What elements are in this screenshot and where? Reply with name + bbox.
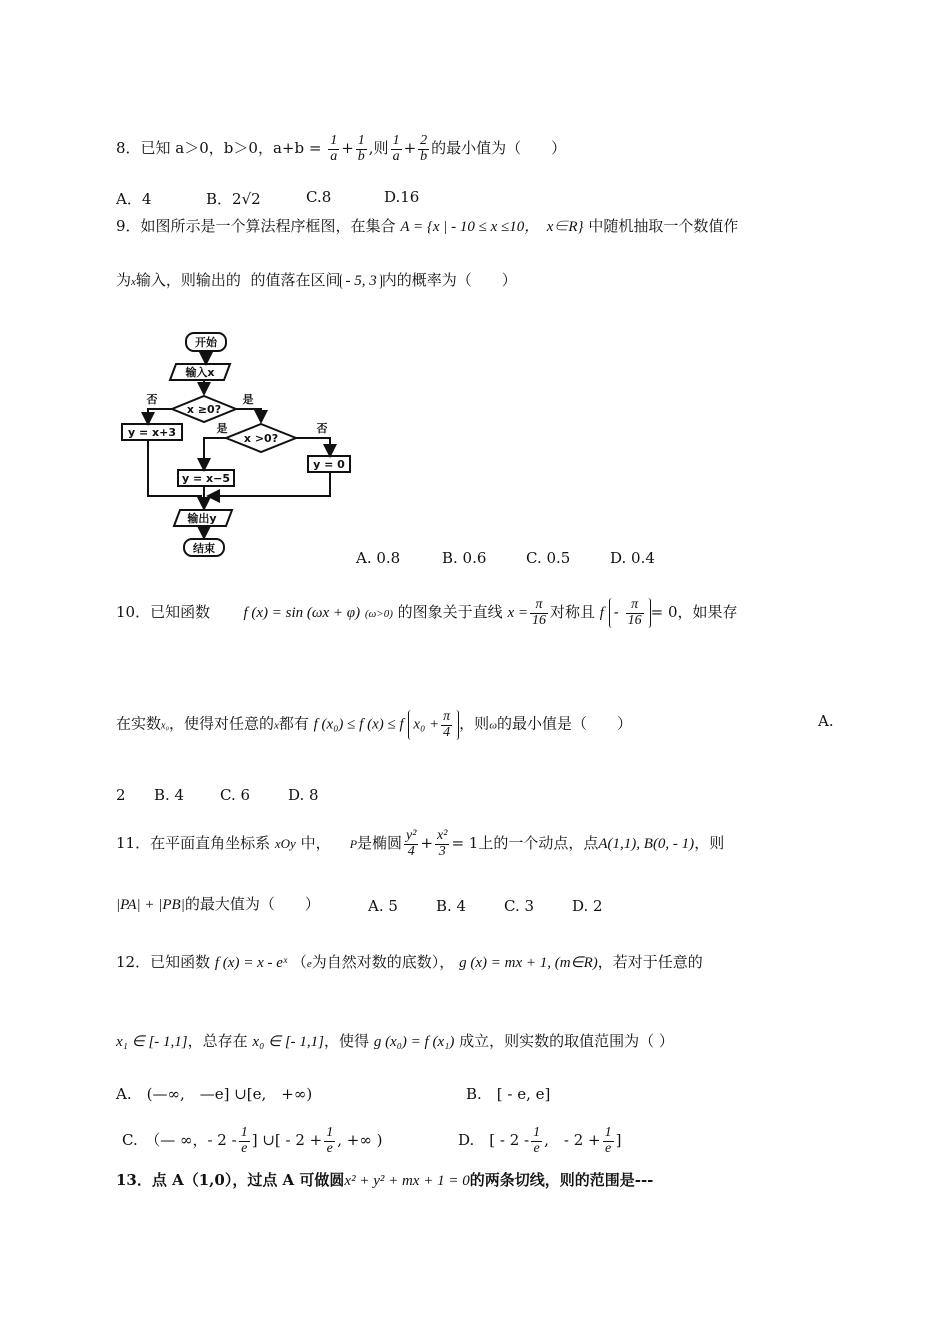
question-11-line2 xyxy=(116,897,320,913)
question-10-line1 xyxy=(116,598,738,628)
q9-interval: - 5, 3 xyxy=(340,274,381,289)
q12-gx: g (x) = mx + 1, (m∈R) xyxy=(459,955,598,971)
q10-paren: - $\frac{\pi}{16}$ xyxy=(609,598,651,628)
q11-eq1: = 1 xyxy=(451,834,479,853)
question-12-line2 xyxy=(116,1034,674,1050)
q9-text-f: 内的概率为（ ） xyxy=(381,271,517,289)
q9-text-d: 输入，则输出的 xyxy=(135,271,241,289)
question-10-line2 xyxy=(116,710,632,740)
q10-paren2: x₀ + $\frac{\pi}{4}$ xyxy=(408,710,459,740)
q11-option-d: D. 2 xyxy=(572,897,603,915)
q12-option-a: A. (—∞, —e] ∪[e, +∞) xyxy=(116,1085,313,1103)
flow-start-label: 开始 xyxy=(195,336,217,349)
q9-option-a: A. 0.8 xyxy=(356,549,401,567)
q10-omega: ω xyxy=(489,719,497,732)
q11-p: P xyxy=(349,837,358,852)
q8-frac4: $\frac{2}{b}$ xyxy=(420,133,428,164)
q10-text-e: 在实数 xyxy=(116,714,162,733)
q10-cond: (ω>0) xyxy=(364,608,393,621)
flow-mid-box-label: y = x−5 xyxy=(181,472,231,485)
q10-x: x xyxy=(273,719,279,732)
q9-set: A = {x | - 10 ≤ x ≤10， x∈R} xyxy=(400,219,584,235)
q9-text-b: 中随机抽取一个数值作 xyxy=(588,217,739,235)
q10-text-g: 都有 xyxy=(278,714,309,733)
q12-text-c: 为自然对数的底数）， xyxy=(311,953,455,971)
q8-suffix: 的最小值为（ ） xyxy=(431,139,567,158)
q10-x0: x₀ xyxy=(161,720,169,732)
question-12-line1 xyxy=(116,955,703,971)
flow-zero-box-label: y = 0 xyxy=(313,458,345,471)
q10-text-i: 的最小值是（ ） xyxy=(496,714,632,733)
q10-text-h: ，则 xyxy=(459,714,490,733)
q9-text-a: 9．如图所示是一个算法程序框图，在集合 xyxy=(116,217,396,235)
q10-xeq: x = xyxy=(507,605,528,622)
q10-option-d: D. 8 xyxy=(288,786,319,804)
q10-eq0: = 0 xyxy=(650,603,678,622)
q8-option-d: D.16 xyxy=(384,188,420,206)
q8-plus-2: + xyxy=(403,139,417,158)
question-9-line2 xyxy=(116,273,517,289)
question-13 xyxy=(116,1173,653,1189)
q10-frac-pi16: $\frac{\pi}{16}$ xyxy=(532,597,546,628)
flow-input-label: 输入x xyxy=(185,366,215,379)
q9-option-b: B. 0.6 xyxy=(442,549,487,567)
q9-option-d: D. 0.4 xyxy=(610,549,655,567)
q8-option-b: B．2√2 xyxy=(206,190,261,208)
q10-ineq: f (x₀) ≤ f (x) ≤ f xyxy=(313,716,404,733)
q11-xoy: xOy xyxy=(274,836,296,852)
q10-option-b: B. 4 xyxy=(154,786,185,804)
q8-frac2: $\frac{1}{b}$ xyxy=(357,133,365,164)
question-8 xyxy=(116,134,566,164)
q13-circle: x² + y² + mx + 1 = 0 xyxy=(344,1173,470,1189)
q11-expr: |PA| + |PB| xyxy=(116,897,185,913)
q11-frac-y: $\frac{\text{y²}}{4}$ xyxy=(406,828,417,859)
q8-text: 8．已知 a＞0，b＞0，a+b xyxy=(116,139,305,158)
q10-option-a-label: A. xyxy=(818,712,834,730)
q10-text-a: 10．已知函数 xyxy=(116,603,211,622)
flow-no2-label: 否 xyxy=(316,422,328,435)
q11-text-a: 11．在平面直角坐标系 xyxy=(116,834,271,853)
q10-text-f: ，使得对任意的 xyxy=(168,714,274,733)
q12-e: e xyxy=(306,958,312,970)
q8-eq: = xyxy=(308,139,322,158)
q12-fx: f (x) = x - eˣ xyxy=(214,955,288,971)
q10-option-c: C. 6 xyxy=(220,786,251,804)
q10-text-b: 的图象关于直线 xyxy=(397,603,503,622)
flow-left-box-label: y = x+3 xyxy=(127,426,177,439)
q10-text-c: 对称且 xyxy=(550,603,596,622)
q12-text-b: （ xyxy=(291,953,307,971)
q11-option-c: C. 3 xyxy=(504,897,535,915)
q11-text-d: 上的一个动点，点 xyxy=(478,834,599,853)
q12-text-h: 的取值范围为（ ） xyxy=(549,1032,674,1050)
q11-text-c: 是椭圆 xyxy=(357,834,403,853)
q11-option-b: B. 4 xyxy=(436,897,467,915)
q12-text-f: ，使得 xyxy=(324,1032,370,1050)
q8-option-a: A．4 xyxy=(116,190,152,208)
q9-text-e: 的值落在区间 xyxy=(250,271,341,289)
flow-cond2-label: x >0? xyxy=(243,432,279,445)
q11-text-f: 的最大值为（ ） xyxy=(184,895,320,913)
flowchart xyxy=(108,326,358,561)
q11-text-e: ，则 xyxy=(694,834,725,853)
q12-option-d: D. [ - 2 - $\frac{1}{e}$ , - 2 + $\frac{1}{e}$ ] xyxy=(458,1125,622,1156)
flow-end-label: 结束 xyxy=(193,542,215,555)
q13-text-a: 13．点 A（1,0），过点 A 可做圆 xyxy=(116,1171,345,1189)
q8-plus: + xyxy=(341,139,354,158)
q11-points: A(1,1), B(0, - 1) xyxy=(598,836,695,853)
question-9-line1 xyxy=(116,219,738,235)
q12-text-a: 12．已知函数 xyxy=(116,953,211,971)
q12-x0in: x₀ ∈ [- 1,1] xyxy=(252,1034,325,1050)
q8-mid: ,则 xyxy=(368,139,389,158)
q12-option-c: C. （— ∞，- 2 - $\frac{1}{e}$ ] ∪[ - 2 + $\frac{1}{e}$ , +∞ ) xyxy=(122,1125,383,1156)
q12-text-d: ，若对于任意的 xyxy=(597,953,703,971)
q9-option-c: C. 0.5 xyxy=(526,549,571,567)
q12-x1in: x₁ ∈ [- 1,1] xyxy=(116,1034,188,1050)
q11-option-a: A. 5 xyxy=(368,897,398,915)
flow-output-label: 输出y xyxy=(187,512,217,525)
flow-yes2-label: 是 xyxy=(216,422,228,435)
q10-f: f xyxy=(599,605,604,622)
q12-geq: g (x₀) = f (x₁) xyxy=(373,1034,455,1050)
q12-text-e: ，总存在 xyxy=(187,1032,248,1050)
q12-option-b: B. [ - e, e] xyxy=(466,1085,551,1103)
question-11-line1: 11．在平面直角坐标系 xOy 中， P是椭圆 $\frac{\text{y²}}{4}$ + $\frac{\text{x²}}{3}$ = 1上的一个动点，点A(1,1), B(0, - 1)，则 xyxy=(116,828,725,859)
flow-yes1-label: 是 xyxy=(242,393,254,406)
q10-option-a-value: 2 xyxy=(116,786,126,804)
q10-func: f (x) = sin (ωx + φ) xyxy=(243,605,361,622)
q12-text-g: 成立，则实数 xyxy=(459,1032,550,1050)
q11-frac-x: $\frac{\text{x²}}{3}$ xyxy=(437,828,448,859)
q8-frac3: $\frac{1}{a}$ xyxy=(392,133,400,164)
q8-option-c: C.8 xyxy=(306,188,332,206)
q13-text-b: 的两条切线，则 xyxy=(469,1171,575,1189)
flow-cond1-label: x ≥0? xyxy=(186,403,222,416)
flow-no1-label: 否 xyxy=(146,393,158,406)
q11-text-b: 中， xyxy=(300,834,331,853)
q13-text-c: 的范围是--- xyxy=(574,1171,654,1189)
q9-text-c: 为 xyxy=(116,271,132,289)
q8-frac1: $\frac{1}{a}$ xyxy=(330,133,338,164)
q9-var-x: x xyxy=(131,276,136,288)
q10-text-d: ，如果存 xyxy=(677,603,738,622)
